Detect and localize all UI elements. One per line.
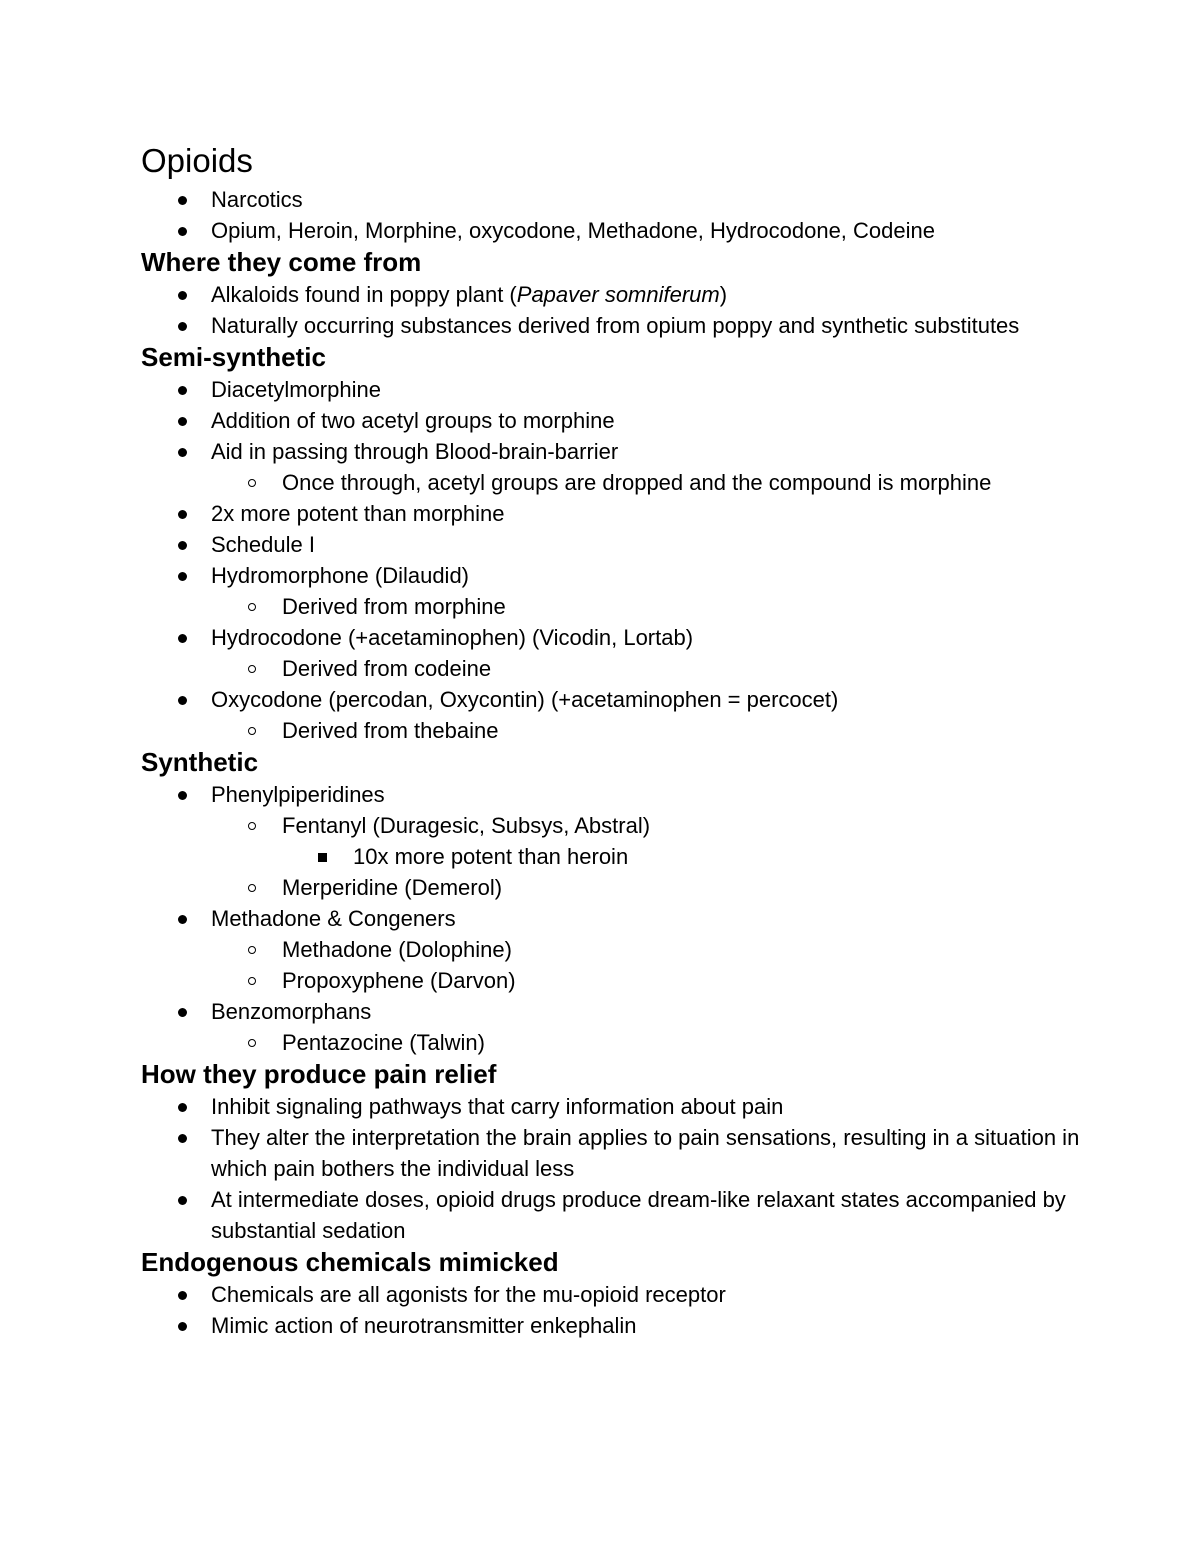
list-item: Oxycodone (percodan, Oxycontin) (+acetaminophen = percocet)	[141, 684, 1101, 715]
bullet-disc-icon	[178, 1184, 187, 1215]
bullet-disc-icon	[178, 310, 187, 341]
bullet-circle-icon	[248, 467, 256, 498]
section-heading-synthetic: Synthetic	[141, 747, 259, 777]
bullet-circle-icon	[248, 872, 256, 903]
list-item: 2x more potent than morphine	[141, 498, 1101, 529]
list-item: Methadone & Congeners	[141, 903, 1101, 934]
list-item: Derived from codeine	[141, 653, 1101, 684]
bullet-circle-icon	[248, 591, 256, 622]
list-item: Opium, Heroin, Morphine, oxycodone, Methadone, Hydrocodone, Codeine	[141, 215, 1101, 246]
list-item: Narcotics	[141, 184, 1101, 215]
list-item: Addition of two acetyl groups to morphine	[141, 405, 1101, 436]
list-item: Schedule I	[141, 529, 1101, 560]
list-item: Once through, acetyl groups are dropped and the compound is morphine	[141, 467, 1101, 498]
list-item: Fentanyl (Duragesic, Subsys, Abstral)	[141, 810, 1101, 841]
list-item: Inhibit signaling pathways that carry information about pain	[141, 1091, 1101, 1122]
section-heading-endogenous: Endogenous chemicals mimicked	[141, 1247, 559, 1277]
bullet-disc-icon	[178, 903, 187, 934]
bullet-circle-icon	[248, 965, 256, 996]
list-item: At intermediate doses, opioid drugs produce dream-like relaxant states accompanied by substantial sedation	[141, 1184, 1101, 1246]
bullet-square-icon	[318, 841, 327, 872]
list-item: Hydromorphone (Dilaudid)	[141, 560, 1101, 591]
section-heading-where: Where they come from	[141, 247, 422, 277]
list-item: Methadone (Dolophine)	[141, 934, 1101, 965]
bullet-circle-icon	[248, 653, 256, 684]
bullet-circle-icon	[248, 810, 256, 841]
list-item: Alkaloids found in poppy plant (Papaver somniferum)	[141, 279, 1101, 310]
bullet-disc-icon	[178, 184, 187, 215]
section-heading-semi-synthetic: Semi-synthetic	[141, 342, 326, 372]
list-item: Merperidine (Demerol)	[141, 872, 1101, 903]
bullet-circle-icon	[248, 1027, 256, 1058]
bullet-disc-icon	[178, 529, 187, 560]
bullet-circle-icon	[248, 934, 256, 965]
synthetic-list	[141, 779, 1101, 1058]
list-item: Diacetylmorphine	[141, 374, 1101, 405]
list-item: Derived from thebaine	[141, 715, 1101, 746]
bullet-disc-icon	[178, 436, 187, 467]
bullet-disc-icon	[178, 1122, 187, 1153]
bullet-disc-icon	[178, 1310, 187, 1341]
list-item: They alter the interpretation the brain applies to pain sensations, resulting in a situation in which pain bothers the individual less	[141, 1122, 1101, 1184]
document-page	[141, 140, 1101, 1341]
where-list	[141, 279, 1101, 341]
list-item: Hydrocodone (+acetaminophen) (Vicodin, Lortab)	[141, 622, 1101, 653]
intro-list	[141, 184, 1101, 246]
bullet-disc-icon	[178, 279, 187, 310]
list-item: Chemicals are all agonists for the mu-opioid receptor	[141, 1279, 1101, 1310]
bullet-disc-icon	[178, 622, 187, 653]
list-item: Aid in passing through Blood-brain-barrier	[141, 436, 1101, 467]
bullet-disc-icon	[178, 1279, 187, 1310]
bullet-circle-icon	[248, 715, 256, 746]
list-item: Propoxyphene (Darvon)	[141, 965, 1101, 996]
list-item: Phenylpiperidines	[141, 779, 1101, 810]
bullet-disc-icon	[178, 215, 187, 246]
bullet-disc-icon	[178, 374, 187, 405]
section-heading-pain-relief: How they produce pain relief	[141, 1059, 497, 1089]
list-item: Derived from morphine	[141, 591, 1101, 622]
endogenous-list	[141, 1279, 1101, 1341]
semi-synthetic-list	[141, 374, 1101, 746]
list-item: Benzomorphans	[141, 996, 1101, 1027]
list-item: Pentazocine (Talwin)	[141, 1027, 1101, 1058]
bullet-disc-icon	[178, 996, 187, 1027]
list-item: Naturally occurring substances derived from opium poppy and synthetic substitutes	[141, 310, 1101, 341]
pain-relief-list	[141, 1091, 1101, 1246]
list-item: Mimic action of neurotransmitter enkephalin	[141, 1310, 1101, 1341]
bullet-disc-icon	[178, 498, 187, 529]
bullet-disc-icon	[178, 684, 187, 715]
bullet-disc-icon	[178, 560, 187, 591]
bullet-disc-icon	[178, 1091, 187, 1122]
list-item: 10x more potent than heroin	[141, 841, 1101, 872]
bullet-disc-icon	[178, 779, 187, 810]
bullet-disc-icon	[178, 405, 187, 436]
page-title: Opioids	[141, 142, 253, 179]
